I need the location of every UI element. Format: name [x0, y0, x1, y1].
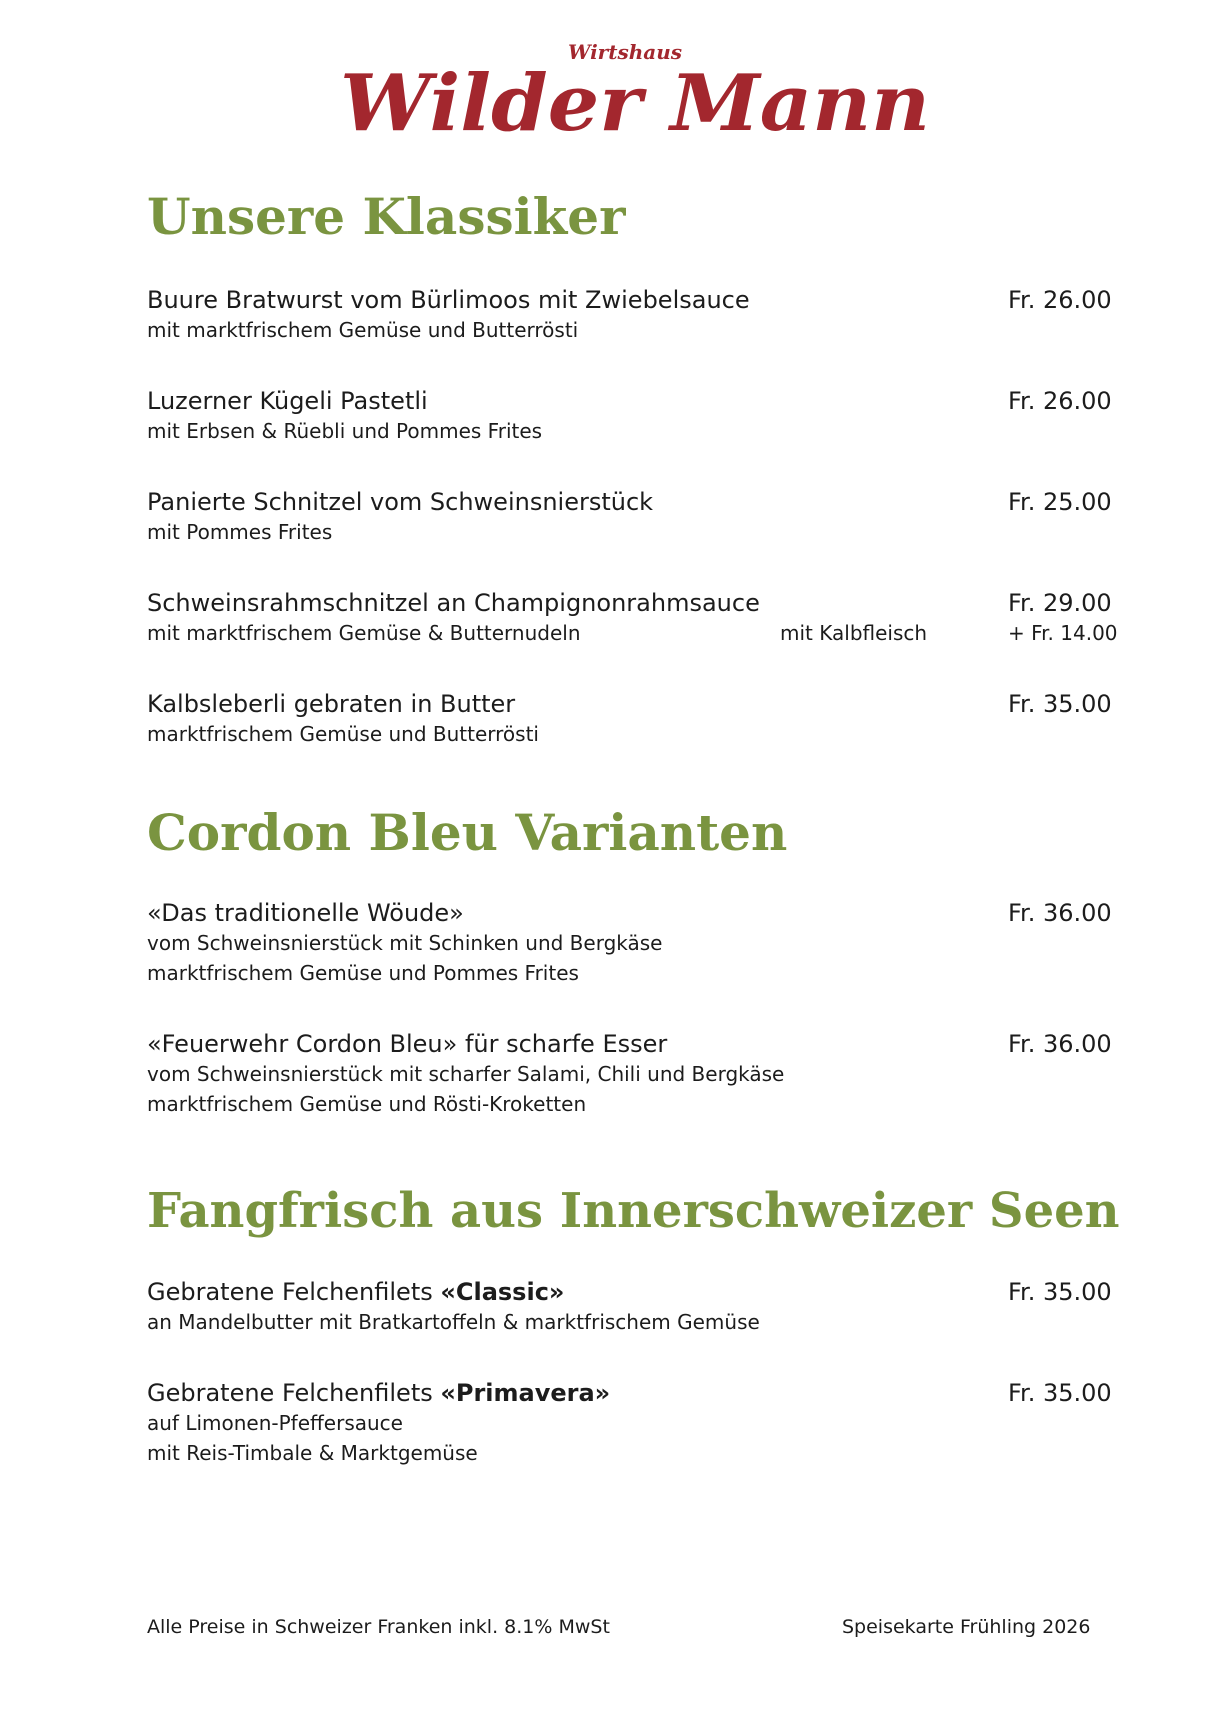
item-name: Schweinsrahmschnitzel an Champignonrahmsauce	[147, 589, 760, 617]
item-description: mit Reis-Timbale & Marktgemüse	[147, 1441, 478, 1465]
item-description: vom Schweinsnierstück mit scharfer Salami, Chili und Bergkäse	[147, 1062, 785, 1086]
item-name: «Feuerwehr Cordon Bleu» für scharfe Esser	[147, 1030, 668, 1058]
menu-item	[147, 285, 1117, 365]
item-name: Panierte Schnitzel vom Schweinsnierstück	[147, 488, 654, 516]
item-price: Fr. 29.00	[1008, 589, 1112, 617]
item-price: Fr. 25.00	[1008, 488, 1112, 516]
item-description: vom Schweinsnierstück mit Schinken und Bergkäse	[147, 931, 663, 955]
logo-name: Wilder Mann	[340, 58, 930, 149]
item-description: auf Limonen-Pfeffersauce	[147, 1411, 403, 1435]
item-description: mit marktfrischem Gemüse & Butternudeln	[147, 621, 581, 645]
menu-item	[147, 386, 1117, 466]
item-name-variant: «Primavera»	[440, 1379, 611, 1407]
item-option-price: + Fr. 14.00	[1008, 621, 1118, 645]
menu-item	[147, 898, 1117, 988]
item-price: Fr. 36.00	[1008, 899, 1112, 927]
item-name	[147, 1378, 610, 1408]
item-name: Luzerner Kügeli Pastetli	[147, 387, 428, 415]
menu-item	[147, 1277, 1117, 1357]
item-price: Fr. 36.00	[1008, 1030, 1112, 1058]
item-price: Fr. 35.00	[1008, 1379, 1112, 1407]
item-description: an Mandelbutter mit Bratkartoffeln & marktfrischem Gemüse	[147, 1310, 760, 1334]
footer-menu-edition: Speisekarte Frühling 2026	[842, 1616, 1091, 1638]
section-title-klassiker: Unsere Klassiker	[147, 187, 626, 246]
item-description: mit Erbsen & Rüebli und Pommes Frites	[147, 419, 543, 443]
item-description: mit marktfrischem Gemüse und Butterrösti	[147, 318, 579, 342]
logo-subtitle: Wirtshaus	[567, 40, 683, 64]
menu-item	[147, 487, 1117, 567]
menu-item	[147, 588, 1117, 668]
item-description: marktfrischem Gemüse und Butterrösti	[147, 722, 539, 746]
item-price: Fr. 35.00	[1008, 690, 1112, 718]
item-price: Fr. 35.00	[1008, 1278, 1112, 1306]
menu-item	[147, 689, 1117, 769]
section-title-fangfrisch: Fangfrisch aus Innerschweizer Seen	[147, 1183, 1120, 1239]
item-price: Fr. 26.00	[1008, 286, 1112, 314]
item-price: Fr. 26.00	[1008, 387, 1112, 415]
section-title-cordon-bleu: Cordon Bleu Varianten	[147, 803, 788, 862]
item-description: marktfrischem Gemüse und Pommes Frites	[147, 961, 579, 985]
item-name-text: Gebratene Felchenfilets	[147, 1379, 441, 1407]
restaurant-logo	[335, 30, 935, 150]
item-description: mit Pommes Frites	[147, 520, 333, 544]
footer-vat-note: Alle Preise in Schweizer Franken inkl. 8.1% MwSt	[147, 1616, 610, 1638]
item-name: Kalbsleberli gebraten in Butter	[147, 690, 516, 718]
item-name-text: Gebratene Felchenfilets	[147, 1278, 441, 1306]
item-name	[147, 1277, 564, 1307]
item-name: «Das traditionelle Wöude»	[147, 899, 464, 927]
item-name: Buure Bratwurst vom Bürlimoos mit Zwiebelsauce	[147, 286, 750, 314]
item-option-label: mit Kalbfleisch	[780, 621, 928, 645]
item-description: marktfrischem Gemüse und Rösti-Kroketten	[147, 1092, 587, 1116]
item-name-variant: «Classic»	[440, 1278, 565, 1306]
menu-item	[147, 1029, 1117, 1119]
menu-item	[147, 1378, 1117, 1468]
